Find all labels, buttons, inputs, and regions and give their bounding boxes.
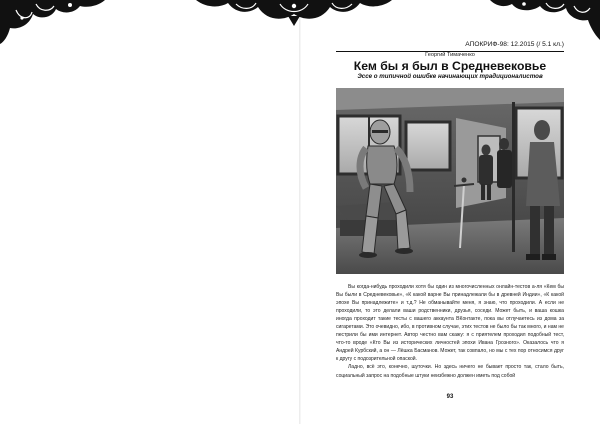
- article-title: Кем бы я был в Средневековье: [353, 59, 547, 73]
- page-gutter: [299, 0, 301, 424]
- corner-ornament-right-icon: [490, 0, 600, 40]
- body-paragraph: Ладно, всё это, конечно, шуточки. Но здесь ничего не бывает просто так, стало быть, социальный запрос на подобные штуки неизбежно должен иметь под собой: [336, 364, 564, 379]
- article-subtitle: Эссе о типичной ошибке начинающих традиционалистов: [357, 73, 543, 80]
- article-body: [336, 283, 564, 380]
- illustration-knight-on-train: [336, 88, 564, 274]
- corner-ornament-left-icon: [0, 0, 105, 48]
- body-paragraph: Вы когда-нибудь проходили хотя бы один из многочисленных онлайн-тестов а-ля «Кем бы Вы были в Средневековье», «К какой варне Вы принадлежали бы в древней Индии», «К какой эпохе Вы принадлежите» и т.д.? Не обманывайте меня, я знаю, что проходили. А если не проходили, то это делали ваши родственники, друзья, соседи. Может быть, и ваша кошка иногда проходит такие тесты с вашего аккаунта ВКонтакте, пока вы отлучаетесь из дома за сигаретами. Это очевидно, ибо, в противном случае, этих тестов не было бы так много, и нам не пестрили бы ими интернет. Автор честно вам скажу: я с приятелем проходил подобный тест, что-то вроде «Кто Вы из исторических личностей эпохи Ивана Грозного». Оказалось что я Андрей Курбский, а он — Лёшка Басманов. Может, так совпало, но мы с тех пор относимся друг к другу с подозрительной опаской.: [336, 284, 564, 363]
- center-ornament-icon: [196, 0, 392, 28]
- page-number: 93: [446, 394, 454, 400]
- running-head: АПОКРИФ-98: 12.2015 (/ 5.1 кл.): [336, 40, 564, 52]
- article-author: Георгий Тимаченко: [425, 52, 475, 58]
